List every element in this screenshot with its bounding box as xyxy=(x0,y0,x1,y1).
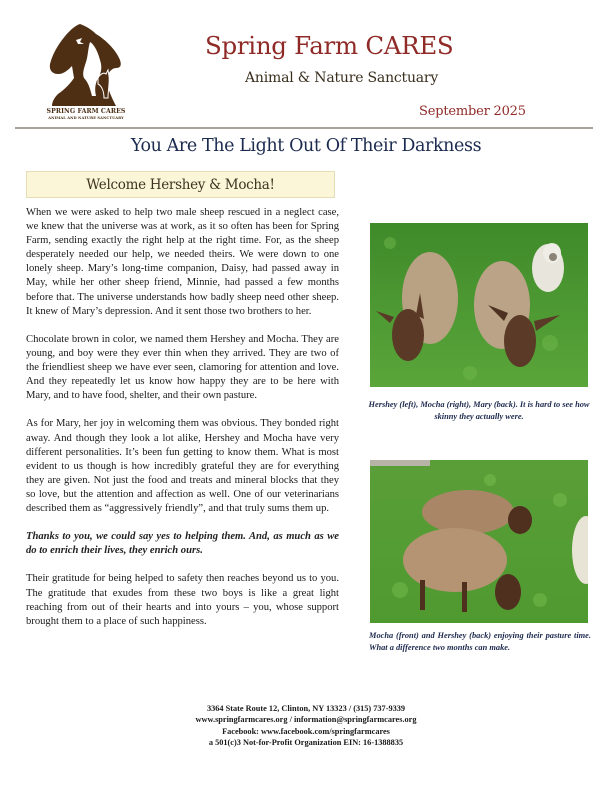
logo-subline: ANIMAL AND NATURE SANCTUARY xyxy=(48,116,124,120)
logo xyxy=(38,22,134,126)
paragraph: When we were asked to help two male sheep rescued in a neglect case, we knew that the universe was at work, as it so often has been for Spring Farm, sending exactly the right help at the right time. For, as the sheep desperately needed our help, we needed theirs. We were down to one lonely sheep. Mary’s long-time companion, Daisy, had passed away in May, while her other sheep friend, Minnie, had passed a few months before that. The universe understands how badly sheep need other sheep. It knew of Mary’s depression. And it sent those two brothers to her. xyxy=(26,207,339,317)
header-divider xyxy=(15,127,593,129)
photo-sheep-grazing xyxy=(370,460,588,623)
issue-date: September 2025 xyxy=(419,104,526,119)
headline: You Are The Light Out Of Their Darkness xyxy=(130,136,482,156)
article-body xyxy=(26,206,339,643)
footer-web-email: www.springfarmcares.org / information@springfarmcares.org xyxy=(195,715,417,725)
photo-caption: Hershey (left), Mocha (right), Mary (back). It is hard to see how skinny they actually were. xyxy=(368,400,590,421)
org-title: Spring Farm CARES xyxy=(205,31,454,60)
paragraph: Chocolate brown in color, we named them Hershey and Mocha. They are young, and boy were they ever thin when they arrived. They are two of the friendliest sheep we have ever seen, clamoring for attention and love. And they repeatedly let us know how happy they are to be here with Mary, and to have food, shelter, and their own pasture. xyxy=(26,333,339,402)
footer-nonprofit: a 501(c)3 Not-for-Profit Organization EIN: 16-1388835 xyxy=(208,737,404,747)
footer xyxy=(0,703,612,748)
horse-dog-cat-logo-icon xyxy=(46,22,126,106)
footer-address: 3364 State Route 12, Clinton, NY 13323 / (315) 737-9339 xyxy=(206,704,406,713)
paragraph: As for Mary, her joy in welcoming them was obvious. They bonded right away. And though they look a lot alike, Hershey and Mocha have very different personalities. It’s been fun getting to know them. What is most evident to us though is how incredibly grateful they are for everything they are given. Not just the food and treats and mineral blocks that they so love, but the attention and affection as well. One of our veterinarians described them as “aggressively friendly”, and that truly sums them up. xyxy=(26,418,339,514)
logo-name: SPRING FARM CARES xyxy=(46,108,126,115)
org-subtitle: Animal & Nature Sanctuary xyxy=(245,70,439,86)
paragraph: Their gratitude for being helped to safety then reaches beyond us to you. The gratitude that exudes from these two boys is like a great light reaching from out of their hearts and into yours – you, whose support brought them to a place of such happiness. xyxy=(26,573,339,627)
footer-facebook: Facebook: www.facebook.com/springfarmcares xyxy=(222,726,390,736)
photo-sheep-trio xyxy=(370,223,588,387)
photo-caption: Mocha (front) and Hershey (back) enjoying their pasture time. What a difference two months can make. xyxy=(369,631,591,652)
section-heading: Welcome Hershey & Mocha! xyxy=(26,171,335,198)
emphasis-paragraph: Thanks to you, we could say yes to helping them. And, as much as we do to enrich their lives, they enrich ours. xyxy=(26,531,339,557)
